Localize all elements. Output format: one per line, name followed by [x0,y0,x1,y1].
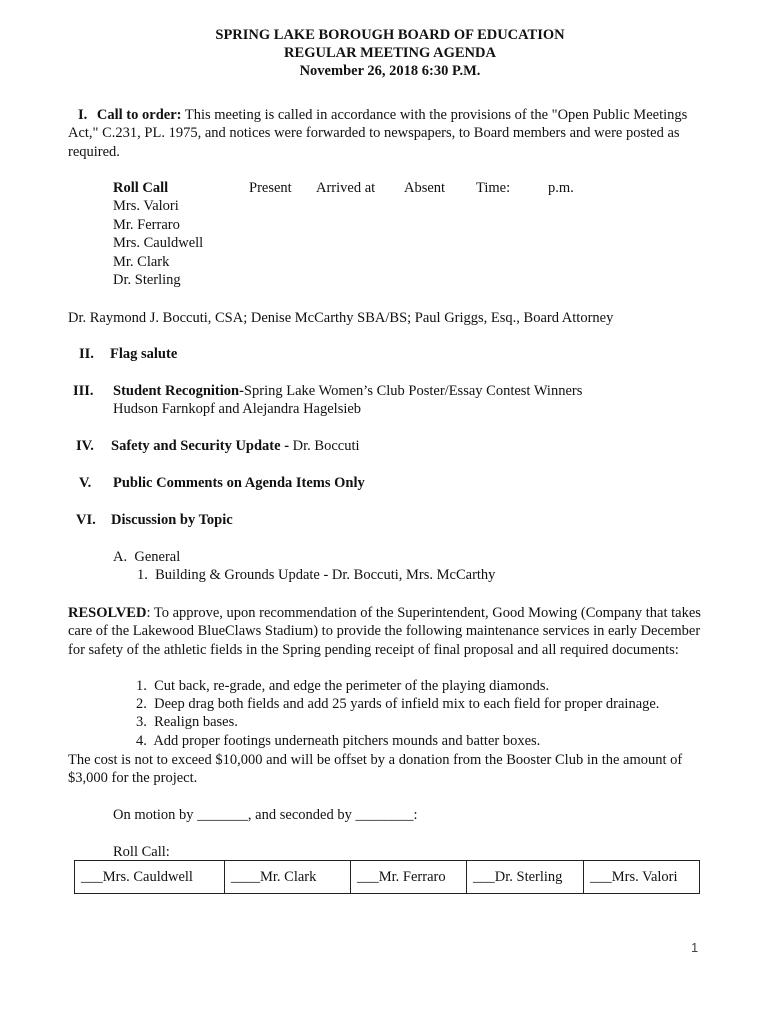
discussion-subheading: A. General [113,549,181,565]
call-to-order-text: This meeting is called in accordance with the provisions of the "Open Public Meetings Act," C.231, PL. 1975, and notices were forwarded to newspapers, to Board members and were posted as required. [68,107,688,160]
section-numeral: II. [79,346,94,362]
resolved-label: RESOLVED [68,605,147,621]
roll-call-heading: Roll Call [113,180,169,196]
vote-cell-sterling: ___Dr. Sterling [467,861,584,894]
table-row [75,861,700,894]
staff-line: Dr. Raymond J. Boccuti, CSA; Denise McCarthy SBA/BS; Paul Griggs, Esq., Board Attorney [68,310,614,326]
document-header [0,26,770,80]
roll-call-member: Dr. Sterling [113,272,181,288]
header-subtitle: REGULAR MEETING AGENDA [284,45,496,61]
section-text: Dr. Boccuti [292,438,360,454]
resolved-item: 4. Add proper footings underneath pitchers mounds and batter boxes. [136,733,541,749]
resolved-cost: The cost is not to exceed $10,000 and will be offset by a donation from the Booster Club in the amount of $3,000 for the project. [68,752,683,787]
header-title: SPRING LAKE BOROUGH BOARD OF EDUCATION [215,27,565,43]
student-names: Hudson Farnkopf and Alejandra Hagelsieb [113,401,362,417]
discussion-item: 1. Building & Grounds Update - Dr. Boccuti, Mrs. McCarthy [137,567,496,583]
roll-call-col-absent: Absent [404,180,446,196]
roll-call-member: Mrs. Valori [113,198,179,214]
header-date: November 26, 2018 6:30 P.M. [299,63,481,79]
vote-cell-cauldwell: ___Mrs. Cauldwell [75,861,225,894]
call-to-order-heading: Call to order: [96,107,182,123]
vote-cell-valori: ___Mrs. Valori [584,861,700,894]
resolved-item: 2. Deep drag both fields and add 25 yards of infield mix to each field for proper drainage. [136,696,660,712]
section-numeral: V. [79,475,92,491]
vote-cell-ferraro: ___Mr. Ferraro [351,861,467,894]
motion-line: On motion by _______, and seconded by ________: [113,807,418,823]
section-numeral: VI. [76,512,96,528]
roll-call-col-arrived: Arrived at [316,180,376,196]
section-heading-discussion: Discussion by Topic [111,512,233,528]
roll-call-member: Mr. Clark [113,254,170,270]
section-numeral: IV. [76,438,94,454]
resolved-item: 3. Realign bases. [136,714,238,730]
resolved-item: 1. Cut back, re-grade, and edge the perimeter of the playing diamonds. [136,678,550,694]
roll-call-col-time: Time: [476,180,511,196]
section-student-recognition [113,383,582,400]
section-heading-flag-salute: Flag salute [110,346,178,362]
roll-call-vote-table [74,860,700,894]
roll-call-col-pm: p.m. [548,180,574,196]
roll-call-member: Mr. Ferraro [113,217,180,233]
call-to-order-paragraph: I. Call to order: This meeting is called in accordance with the provisions of the "Open Public Meetings Act," C.231, PL. 1975, and notices were forwarded to newspapers, to Board members and were posted as required. [68,107,688,160]
vote-cell-clark: ____Mr. Clark [225,861,351,894]
page-number: 1 [691,940,699,955]
section-heading: Student Recognition- [113,383,244,399]
roll-call-col-present: Present [249,180,292,196]
roll-call-label: Roll Call: [113,844,170,860]
section-heading: Safety and Security Update - [111,438,293,454]
resolved-text: : To approve, upon recommendation of the Superintendent, Good Mowing (Company that takes care of the Lakewood BlueClaws Stadium) to provide the following maintenance services in early December for safety of the athletic fields in the Spring pending receipt of final proposal and all required documents: [68,605,701,658]
resolved-paragraph [68,604,708,659]
section-safety-security [111,438,360,455]
section-numeral: III. [73,383,94,399]
section-heading-public-comments: Public Comments on Agenda Items Only [113,475,365,491]
roll-call-member: Mrs. Cauldwell [113,235,204,251]
section-text: Spring Lake Women’s Club Poster/Essay Contest Winners [243,383,583,399]
